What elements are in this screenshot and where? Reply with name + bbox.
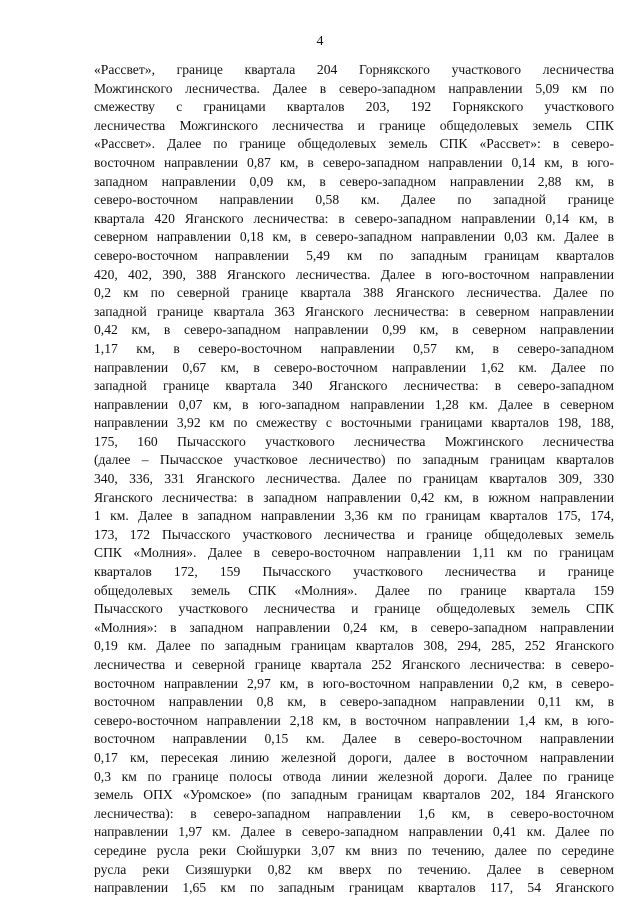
text-line: восточном направлении 0,87 км, в северо-западном направлении 0,14 км, в юго- [94, 154, 614, 170]
text-line: земель ОПХ «Уромское» (по западным границам кварталов 202, 184 Яганского [94, 787, 614, 803]
text-line: западном направлении 0,09 км, в северо-западном направлении 2,88 км, в [94, 173, 614, 189]
text-line: 1,17 км, в северо-восточном направлении 0,57 км, в северо-западном [94, 340, 614, 356]
text-line: направлении 0,07 км, в юго-западном направлении 1,28 км. Далее в северном [94, 396, 614, 412]
text-line: СПК «Молния». Далее в северо-восточном направлении 1,11 км по границам [94, 545, 614, 561]
text-line: кварталов 172, 159 Пычасского участкового лесничества и границе [94, 564, 614, 580]
text-line: квартала 420 Яганского лесничества: в северо-западном направлении 0,14 км, в [94, 210, 614, 226]
text-line: северо-восточном направлении 5,49 км по западным границам кварталов [94, 247, 614, 263]
text-line: 0,42 км, в северо-западном направлении 0,99 км, в северном направлении [94, 322, 614, 338]
text-line: 173, 172 Пычасского участкового лесничества и границе общедолевых земель [94, 526, 614, 542]
text-line: «Рассвет». Далее по границе общедолевых земель СПК «Рассвет»: в северо- [94, 136, 614, 152]
text-line: «Молния»: в западном направлении 0,24 км, в северо-западном направлении [94, 619, 614, 635]
text-line: смежеству с границами кварталов 203, 192 Горнякского участкового [94, 99, 614, 115]
text-line: направлении 0,67 км, в северо-восточном направлении 1,62 км. Далее по [94, 359, 614, 375]
text-line: западной границе квартала 363 Яганского лесничества: в северном направлении [94, 303, 614, 319]
text-line: (далее – Пычасское участковое лесничество) по западным границам кварталов [94, 452, 614, 468]
text-line: восточном направлении 0,15 км. Далее в северо-восточном направлении [94, 731, 614, 747]
text-line: 420, 402, 390, 388 Яганского лесничества. Далее в юго-восточном направлении [94, 266, 614, 282]
text-line: западной границе квартала 340 Яганского лесничества: в северо-западном [94, 378, 614, 394]
text-line: 175, 160 Пычасского участкового лесничества Можгинского лесничества [94, 433, 614, 449]
text-line: направлении 1,97 км. Далее в северо-западном направлении 0,41 км. Далее по [94, 824, 614, 840]
text-line: восточном направлении 2,97 км, в юго-восточном направлении 0,2 км, в северо- [94, 675, 614, 691]
text-line: Пычасского участкового лесничества и границе общедолевых земель СПК [94, 601, 614, 617]
text-line: 0,19 км. Далее по западным границам кварталов 308, 294, 285, 252 Яганского [94, 638, 614, 654]
page-number: 4 [316, 34, 324, 49]
text-line: направлении 1,65 км по западным границам кварталов 117, 54 Яганского [94, 880, 614, 896]
text-line: 340, 336, 331 Яганского лесничества. Далее по границам кварталов 309, 330 [94, 471, 614, 487]
text-line: северном направлении 0,18 км, в северо-западном направлении 0,03 км. Далее в [94, 229, 614, 245]
text-line: общедолевых земель СПК «Молния». Далее по границе квартала 159 [94, 582, 614, 598]
text-line: середине русла реки Сюйшурки 3,07 км вниз по течению, далее по середине [94, 842, 614, 858]
text-line: «Рассвет», границе квартала 204 Горнякского участкового лесничества [94, 62, 614, 77]
text-line: русла реки Сизяшурки 0,82 км вверх по течению. Далее в северном [94, 861, 614, 877]
text-line: лесничества и северной границе квартала 252 Яганского лесничества: в северо- [94, 657, 614, 672]
text-line: лесничества): в северо-западном направлении 1,6 км, в северо-восточном [94, 805, 614, 821]
text-line: направлении 3,92 км по смежеству с восточными границами кварталов 198, 188, [94, 415, 614, 431]
body-text [94, 61, 614, 898]
text-line: северо-восточном направлении 0,58 км. Далее по западной границе [94, 192, 614, 208]
text-line: северо-восточном направлении 2,18 км, в восточном направлении 1,4 км, в юго- [94, 712, 614, 728]
text-line: восточном направлении 0,8 км, в северо-западном направлении 0,11 км, в [94, 694, 614, 710]
text-line: 0,2 км по северной границе квартала 388 Яганского лесничества. Далее по [94, 285, 614, 301]
text-line: 0,17 км, пересекая линию железной дороги, далее в восточном направлении [94, 749, 614, 765]
text-line: Можгинского лесничества. Далее в северо-западном направлении 5,09 км по [94, 80, 614, 96]
text-line: 1 км. Далее в западном направлении 3,36 км по границам кварталов 175, 174, [94, 508, 614, 524]
text-line: Яганского лесничества: в западном направлении 0,42 км, в южном направлении [94, 489, 614, 505]
text-line: 0,3 км по границе полосы отвода линии железной дороги. Далее по границе [94, 768, 614, 784]
text-line: лесничества Можгинского лесничества и границе общедолевых земель СПК [94, 117, 614, 133]
